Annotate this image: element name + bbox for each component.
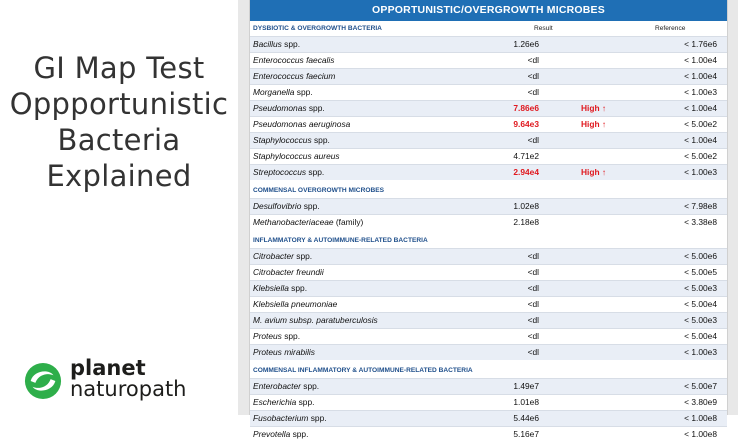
reference-value: < 1.00e3 bbox=[684, 347, 717, 357]
reference-value: < 5.00e4 bbox=[684, 331, 717, 341]
organism-name: Staphylococcus aureus bbox=[253, 151, 340, 161]
table-row bbox=[250, 410, 727, 426]
reference-value: < 1.76e6 bbox=[684, 39, 717, 49]
brand-word-2: naturopath bbox=[70, 377, 187, 401]
reference-value: < 7.98e8 bbox=[684, 201, 717, 211]
table-row bbox=[250, 100, 727, 116]
table-row bbox=[250, 248, 727, 264]
organism-name: Escherichia spp. bbox=[253, 397, 315, 407]
reference-value: < 5.00e7 bbox=[684, 381, 717, 391]
table-row bbox=[250, 148, 727, 164]
organism-name: Pseudomonas spp. bbox=[253, 103, 325, 113]
result-value: <dl bbox=[527, 135, 539, 145]
organism-qualifier: (family) bbox=[333, 217, 364, 227]
organism-name: Enterococcus faecalis bbox=[253, 55, 335, 65]
organism-qualifier: spp. bbox=[281, 39, 301, 49]
result-value: <dl bbox=[527, 331, 539, 341]
organism-qualifier: spp. bbox=[293, 251, 313, 261]
result-value: 5.16e7 bbox=[513, 429, 539, 439]
organism-name: M. avium subsp. paratuberculosis bbox=[253, 315, 378, 325]
section-heading: COMMENSAL OVERGROWTH MICROBES bbox=[253, 187, 385, 194]
page-title bbox=[0, 50, 238, 194]
brand-name bbox=[70, 358, 186, 400]
organism-qualifier: spp. bbox=[306, 167, 325, 177]
reference-value: < 1.00e4 bbox=[684, 135, 717, 145]
table-row bbox=[250, 84, 727, 100]
organism-name: Prevotella spp. bbox=[253, 429, 309, 439]
table-row bbox=[250, 264, 727, 280]
table-row bbox=[250, 68, 727, 84]
table-row bbox=[250, 328, 727, 344]
reference-value: < 1.00e8 bbox=[684, 413, 717, 423]
organism-name: Klebsiella spp. bbox=[253, 283, 308, 293]
table-row bbox=[250, 312, 727, 328]
report-sheet bbox=[249, 0, 728, 439]
organism-qualifier: spp. bbox=[294, 87, 313, 97]
organism-qualifier: spp. bbox=[288, 283, 308, 293]
organism-name: Enterobacter spp. bbox=[253, 381, 320, 391]
table-row bbox=[250, 394, 727, 410]
result-value: <dl bbox=[527, 283, 539, 293]
result-value: 5.44e6 bbox=[513, 413, 539, 423]
table-row bbox=[250, 296, 727, 312]
title-line-4: Explained bbox=[46, 159, 192, 193]
organism-qualifier: spp. bbox=[308, 413, 327, 423]
result-value: <dl bbox=[527, 55, 539, 65]
reference-value: < 3.38e8 bbox=[684, 217, 717, 227]
reference-value: < 1.00e8 bbox=[684, 429, 717, 439]
reference-value: < 1.00e3 bbox=[684, 167, 717, 177]
result-value: <dl bbox=[527, 71, 539, 81]
result-value: <dl bbox=[527, 267, 539, 277]
table-row bbox=[250, 344, 727, 360]
table-row bbox=[250, 164, 727, 180]
table-row bbox=[250, 116, 727, 132]
reference-value: < 5.00e5 bbox=[684, 267, 717, 277]
section-heading: DYSBIOTIC & OVERGROWTH BACTERIA Result Reference bbox=[250, 21, 727, 36]
result-value: <dl bbox=[527, 251, 539, 261]
section-heading: INFLAMMATORY & AUTOIMMUNE-RELATED BACTERIA bbox=[253, 237, 428, 244]
organism-name: Proteus mirabilis bbox=[253, 347, 315, 357]
reference-value: < 5.00e2 bbox=[684, 119, 717, 129]
result-value: <dl bbox=[527, 315, 539, 325]
organism-name: Klebsiella pneumoniae bbox=[253, 299, 338, 309]
reference-value: < 5.00e4 bbox=[684, 299, 717, 309]
result-value: 4.71e2 bbox=[513, 151, 539, 161]
reference-column-header: Reference bbox=[655, 25, 686, 32]
organism-qualifier: spp. bbox=[296, 397, 315, 407]
organism-qualifier: spp. bbox=[290, 429, 309, 439]
organism-name: Pseudomonas aeruginosa bbox=[253, 119, 351, 129]
reference-value: < 5.00e3 bbox=[684, 283, 717, 293]
leaf-swirl-icon bbox=[24, 362, 62, 400]
reference-value: < 3.80e9 bbox=[684, 397, 717, 407]
reference-value: < 5.00e6 bbox=[684, 251, 717, 261]
table-row bbox=[250, 198, 727, 214]
high-flag: High ↑ bbox=[581, 119, 607, 129]
organism-qualifier: spp. bbox=[306, 103, 325, 113]
section-heading: COMMENSAL INFLAMMATORY & AUTOIMMUNE-RELATED BACTERIA bbox=[253, 367, 473, 374]
result-value: 7.86e6 bbox=[513, 103, 539, 113]
left-panel bbox=[0, 0, 238, 415]
title-line-1: GI Map Test bbox=[33, 51, 205, 85]
title-line-2: Oppportunistic bbox=[9, 87, 229, 121]
reference-value: < 1.00e4 bbox=[684, 71, 717, 81]
organism-name: Citrobacter freundii bbox=[253, 267, 324, 277]
organism-name: Enterococcus faecium bbox=[253, 71, 336, 81]
report-panel bbox=[238, 0, 738, 439]
organism-name: Morganella spp. bbox=[253, 87, 313, 97]
reference-value: < 5.00e2 bbox=[684, 151, 717, 161]
organism-name: Staphylococcus spp. bbox=[253, 135, 330, 145]
result-value: 9.64e3 bbox=[513, 119, 539, 129]
reference-value: < 1.00e3 bbox=[684, 87, 717, 97]
result-value: 2.18e8 bbox=[513, 217, 539, 227]
organism-qualifier: spp. bbox=[300, 381, 320, 391]
brand-word-1: planet bbox=[70, 356, 146, 380]
organism-qualifier: spp. bbox=[281, 331, 301, 341]
organism-qualifier: spp. bbox=[301, 201, 320, 211]
table-row bbox=[250, 132, 727, 148]
result-value: 1.49e7 bbox=[513, 381, 539, 391]
organism-name: Desulfovibrio spp. bbox=[253, 201, 320, 211]
table-row bbox=[250, 214, 727, 230]
organism-name: Bacillus spp. bbox=[253, 39, 301, 49]
organism-name: Proteus spp. bbox=[253, 331, 301, 341]
organism-name: Citrobacter spp. bbox=[253, 251, 313, 261]
result-value: 1.02e8 bbox=[513, 201, 539, 211]
result-value: 1.01e8 bbox=[513, 397, 539, 407]
table-row bbox=[250, 378, 727, 394]
report-table bbox=[250, 21, 727, 442]
brand-logo bbox=[24, 358, 224, 408]
title-line-3: Bacteria bbox=[57, 123, 181, 157]
organism-qualifier: spp. bbox=[311, 135, 330, 145]
high-flag: High ↑ bbox=[581, 103, 607, 113]
result-value: <dl bbox=[527, 87, 539, 97]
result-value: <dl bbox=[527, 347, 539, 357]
report-banner: OPPORTUNISTIC/OVERGROWTH MICROBES bbox=[250, 0, 727, 21]
organism-name: Fusobacterium spp. bbox=[253, 413, 327, 423]
result-value: 1.26e6 bbox=[513, 39, 539, 49]
organism-name: Streptococcus spp. bbox=[253, 167, 325, 177]
high-flag: High ↑ bbox=[581, 167, 607, 177]
result-value: <dl bbox=[527, 299, 539, 309]
reference-value: < 5.00e3 bbox=[684, 315, 717, 325]
result-value: 2.94e4 bbox=[513, 167, 539, 177]
result-column-header: Result bbox=[534, 25, 553, 32]
organism-name: Methanobacteriaceae (family) bbox=[253, 217, 364, 227]
table-row bbox=[250, 52, 727, 68]
reference-value: < 1.00e4 bbox=[684, 55, 717, 65]
table-row bbox=[250, 426, 727, 442]
table-row bbox=[250, 280, 727, 296]
reference-value: < 1.00e4 bbox=[684, 103, 717, 113]
table-row bbox=[250, 36, 727, 52]
